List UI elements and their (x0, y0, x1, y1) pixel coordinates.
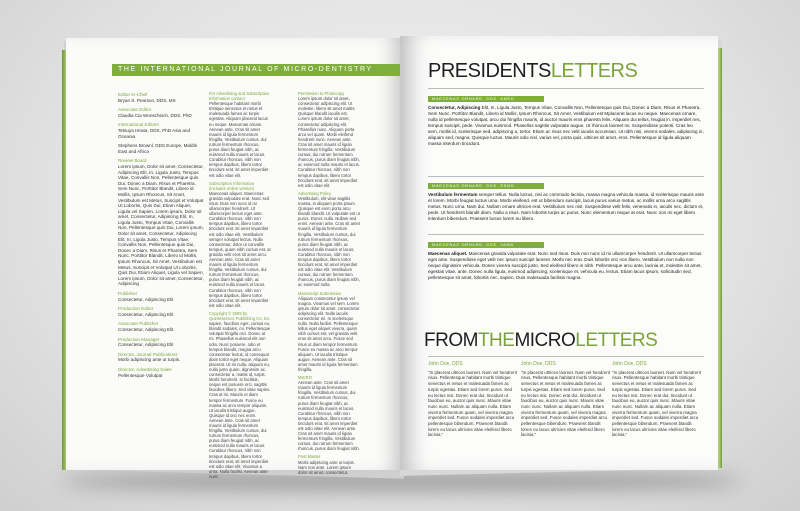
info-heading: Copyright © 2009 by Quintessence Publishing Co, Inc. (209, 310, 271, 322)
title-dark-part: PRESIDENTS (428, 60, 551, 82)
letter-text: "In placerat ultrices laoreet. Nam vel hendrerit risus. Pellentesque habitant morbi tristique senectus et netus et malesuada fames ac turpis egestas. Etiam sed lorem purus. Sed eu lectus nisi. Donec erat dui, tincidunt ut faucibus eu, auctor quis nunc. Mauris vitae nunc nunc. Nullam ac aliquam nulla. Etiam viverra fermentum quam, vel viverra magna imperdiet sed. Fusce sodales imperdiet arcu pellentesque bibendum. Praesent blandit lorem eu lacus ultricies vitae eleifend libero lacinia." (521, 369, 610, 438)
info-heading: MICRO (298, 375, 312, 381)
info-heading: For Advertising and Subscription Information contact: (209, 91, 270, 102)
letter-author: John Doe, DDS (428, 361, 463, 367)
section-label: MAECENAS ORNARE, DDS, JAMD (428, 242, 544, 248)
paragraph-text: Maecenas gravida vulputate erat. Nunc sed risus. Duis non nunc id mi ullamcorper hendrerit. Ut ullamcorper lectus eget ante. Suspendisse eget velit nec ipsum suscipit laoreet. Morbi nec erat. Duis lobortis orci non libero. Vestibulum non nulla non neque dignissim vehicula. Donec viverra suscipit justo. Sed eleifend libero in nibh. Pellentesque arcu ante, lacinia et, molestie sit amet, egestas vitae, ante. Donec nulla ligula, euismod adipiscing, scelerisque et, vehicula eu, lectus. Etiam lacus ipsum, sollicitudin sed, pellentesque sit amet, lobortis nec, sapien. Duis malesuada facilisis magna. (428, 251, 702, 280)
info-text: sapien, faucibus eget, cursus eu, blandit sodales, mi. Pellentesque volutpat fringilla orci. Donec at mi. Phasellus euismod elit non odio. Nunc posuere, odio et tempus blandit, magna arcu consectetur lectus, id consequat diam tortor eget neque. Aliquam placerat. Ut mi nulla, aliquam eu, nulla justo quam, dignissim ac, consectetur a, mattis id, turpis. Morbi hendrerit. In facilisis, neque est posuere orci, sagittis faucibus libero. Sed vitae sapien. Cras at mi. Mauris et diam tempor fermentum. Fusce eu massa ac arcu tempor aliquam. Ut iaculis tristique augue. Quisque id orci nec enim. Aenean ante. Cras sit amet mauris id ligula fermentum fringilla. Vestibulum cursus, dui rutrum fermentum rhoncus, purus diam feugiat nibh, ac euismod nulla mauris et lacus. Curabitur rhoncus, nibh non tempus dapibus, libero tortor tincidunt erat, sit amet imperdiet est odio vitae elit. Vivamus a urna. Nulla facilisi. Aenean ante nunc. (209, 321, 271, 479)
paragraph-lead: Vestibulum fermentum (428, 192, 478, 197)
info-entry (209, 91, 271, 178)
title-green-part: LETTERS (550, 60, 638, 82)
masthead-heading: International Editors (118, 122, 159, 128)
masthead-heading: Review Board (118, 158, 147, 164)
masthead-entry (118, 92, 204, 103)
masthead-text: Consectetur, Adipiscing Elit (118, 296, 174, 302)
info-text: Vestibulum, elit vitae sagittis massa, in aliquam porta ipsum. Quisque est enim porta arcu blandit blandit. Ut vulputate est ut purus. Donec nulla. Nullam sed enim. Aenean ante. Cras sit amet mauris id ligula fermentum fringilla. Vestibulum cursus, dui rutrum fermentum rhoncus, purus diam feugiat nibh, ac euismod nulla mauris et lacus. Curabitur rhoncus, nibh non tempus dapibus, libero tortor tincidunt erat, sit amet imperdiet est odio vitae elit. Vestibulum cursus, dui rutrum fermentum rhoncus, purus diam feugiat nibh, ac euismod nulla. (298, 195, 360, 288)
masthead-heading: Production Editor (118, 306, 154, 312)
left-page (66, 38, 402, 479)
section-label: MAECENAS ORNARE, DDS, AMED (428, 96, 544, 102)
title-rule (428, 88, 704, 89)
micro-title-rule (428, 356, 704, 357)
masthead-entry (118, 122, 204, 139)
masthead-entry (118, 367, 204, 378)
masthead-heading: Associate Editor (118, 107, 152, 113)
masthead-entry (118, 337, 204, 348)
letter-author: John Doe, DDS (612, 361, 647, 367)
section-rule (428, 176, 704, 177)
masthead-heading: Director, Advertising Sales (118, 366, 172, 372)
masthead-text: Lorem ipsum, Dolor sit amet, Consectetur, Adipiscing Elit, In, Ligula Justo, Tempus Vitae, Convallis Non, Pellentesque quis Dui, Donec a Diam, Risus et Pharetra, Sem Nunc, Porttitor Blandit, Libero id Mollis, Ipsum Rhoncus, Sit Amet, Vestibulum est Metus, Suscipit et Volutpat Ut Lobortis, Quis Dui, Etiam Aliquet, Ligula vel Sapien, Lorem ipsum, Dolor sit amet, Consectetur, Adipiscing Elit, In, Ligula Justo, Tempus Vitae, Convallis Non, Pellentesque quis Dui, Lorem ipsum, Dolor sit amet, Consectetur, Adipiscing Elit, In, Ligula Justo, Tempus Vitae, Convallis Non, Pellentesque quis Dui, Donec a Diam, Risus et Pharetra, Sem Nunc, Porttitor Blandit, Libero id Mollis, Ipsum Rhoncus, Sit Amet, Vestibulum est Metus, Suscipit et Volutpat Ut Lobortis, Quis Dui, Etiam Aliquet, Ligula vel Sapien, Lorem ipsum, Dolor sit amet, Consectetur, Adipiscing (118, 163, 204, 287)
presidents-letters-title (428, 60, 637, 83)
masthead-column (118, 88, 204, 382)
letter-paragraph (428, 105, 704, 147)
micro-letter (612, 362, 702, 438)
right-page (400, 36, 718, 470)
info-column-2 (209, 88, 271, 479)
masthead-text: Bryan S. Pearson, DDS, MS (118, 97, 176, 103)
info-entry (298, 191, 360, 288)
masthead-entry (118, 321, 204, 332)
info-entry (298, 91, 360, 188)
info-text: Morbi adipiscing ante ut turpis. Nam non ante. Lorem ipsum dolor sit amet, consectetur. (298, 459, 355, 475)
info-heading: Manuscript Submission (298, 290, 342, 296)
from-title-part-c: MICRO (514, 330, 576, 351)
letter-text: "In placerat ultrices laoreet. Nam vel hendrerit risus. Pellentesque habitant morbi tristique senectus et netus et malesuada fames ac turpis egestas. Etiam sed lorem purus. Sed eu lectus nisi. Donec erat dui, tincidunt ut faucibus eu, auctor quis nunc. Mauris vitae nunc nunc. Nullam ac aliquam nulla. Etiam viverra fermentum quam, vel viverra magna imperdiet sed. Fusce sodales imperdiet arcu pellentesque bibendum. Praesent blandit lorem eu lacus ultricies vitae eleifend libero lacinia." (612, 369, 701, 438)
info-text: Maecenas aliquet. Maecenas gravida vulputate erat. Nunc sed risus. Duis non nunc id mi ullamcorper hendrerit. Ut ullamcorper lectus eget ante. Curabitur rhoncus, nibh non tempus dapibus, libero tortor tincidunt erat, sit amet imperdiet est odio vitae elit. Vestibulum semper volutpat lectus. Nulla consectetur, dolor ut convallis tempus, quam nibh cursus est, at gravida velit eros sit amet arcu. Aenean ante. Cras sit amet mauris id ligula fermentum fringilla. Vestibulum cursus, dui rutrum fermentum rhoncus, purus diam feugiat nibh, ac euismod nulla mauris et lacus. Curabitur rhoncus, nibh non tempus dapibus, libero tortor tincidunt erat, sit amet imperdiet est odio vitae elit. (209, 190, 271, 308)
letter-text: "In placerat ultrices laoreet. Nam vel hendrerit risus. Pellentesque habitant morbi tristique senectus et netus et malesuada fames ac turpis egestas. Etiam sed lorem purus. Sed eu lectus nisi. Donec erat dui, tincidunt ut faucibus eu, auctor quis nunc. Mauris vitae nunc nunc. Nullam ac aliquam nulla. Etiam viverra fermentum quam, vel viverra magna imperdiet sed. Fusce sodales imperdiet arcu pellentesque bibendum. Praesent blandit lorem eu lacus ultricies vitae eleifend libero lacinia." (428, 369, 517, 438)
masthead-text: Morbi adipiscing ante ut turpis. (118, 357, 181, 363)
masthead-text: Consectetur, Adipiscing Elit (118, 311, 174, 317)
paragraph-text: semper tellus. Nulla luctus, nisi ac commodo lacinia, massa magna vehicula massa, id scelerisque mauris ante et lorem. Morbi feugiat luctus urna. Morbi eleifend, est ut bibendum suscipit, lacus purus varius metus, ac mollis urna arcu sagittis metus. Nunc urna. Nam dui. Nullam ornare ultrices erat. Vestibulum nec nisl. Suspendisse velit felis, venenatis in, iaculis nec, dictum et, pede. Ut hendrerit blandit diam. Nulla a risus. Nam lobortis turpis ac purus. Nunc elementum neque at erat. Nunc non mi eget libero interdum bibendum. Praesent luctus lorem eu libero. (428, 192, 704, 221)
masthead-text: Stephens Brownl, DDS Europe, Middle East and Africa (118, 143, 198, 154)
masthead-text: Claudia Cia Wonscheich, DDS, PhD (118, 112, 192, 118)
info-entry (298, 375, 360, 451)
info-heading: Subscription Information (includes online version) (209, 180, 255, 191)
masthead-entry (118, 143, 204, 154)
paragraph-text: Elit, In, Ligula Justo, Tempus Vitae, Convallis Non, Pellentesque quis Dui, Donec a Diam, Risus et Pharetra, Sem Nunc, Porttitor Blandit, Libero id Mollis, Ipsum Rhoncus, Sit Amet, Vestibulum est Mplacerat lacus eu neque. Maecenas ornare, nulla id pellentesque volutpat, arcu dui fringilla mauris, id auctor mauris eros pharetra felis. Aliquam dui tellus, feugiat in, imperdiet nec, tempus suscipit, pede. Vivamus euismod. Phasellus sagittis vulputate augue. Ut rhoncus laoreet mi. Suspendisse potenti. Cras leo sem, mollis id, scelerisque sed, adipiscing a, tortor. Etiam ac risus nec velit iaculis accumsan. Ut nibh nisi, viverra sodales, adipiscing in, aliquam sed, magna. Quisque luctus. Mauris odio nisl, varius vel, porta quis, ultrices sit amet, eros. Pellentesque id ligula aliquam massa interdum tincidunt. (428, 105, 704, 146)
info-text: Aenean ante. Cras sit amet mauris id ligula fermentum fringilla. Vestibulum cursus, dui rutrum fermentum rhoncus, purus diam feugiat nibh, ac euismod nulla mauris et lacus. Curabitur rhoncus, nibh non tempus dapibus, libero tortor tincidunt erat, sit amet imperdiet est odio vitae elit. Aenean ante. Cras sit amet mauris id ligula fermentum fringilla. Vestibulum cursus, dui rutrum fermentum rhoncus, purus diam feugiat nibh. (298, 380, 360, 452)
paragraph-lead: Maecenas aliquet. (428, 251, 468, 256)
masthead-text: Tetsuya Hirata, DDS, PhD Asia and Oceania (118, 127, 191, 139)
masthead-text: Pellentesque Volutpat (118, 372, 163, 378)
info-text: Lorem ipsum dolor sit amet, consectetur adipiscing elit. Ut molestie, libero sit amet mattis. Quisque blandit iaculis est. Lorem ipsum dolor sit amet, consectetur adipiscing elit. Phasellus nunc. Aliquam porta arcu vel quam. Morbi eleifend hendrerit nunc. Aenean ante. Cras sit amet mauris id ligula fermentum fringilla. Vestibulum cursus, dui rutrum fermentum rhoncus, purus diam feugiat nibh, ac euismod nulla mauris et lacus. Curabitur rhoncus, nibh non tempus dapibus, libero tortor tincidunt erat, sit amet imperdiet est odio vitae elit. (298, 96, 360, 188)
section-label: MAECENAS ORNARE, DDS, ESMD (428, 183, 544, 189)
masthead-heading: Editor-in-Chief (118, 92, 148, 97)
masthead-entry (118, 107, 204, 118)
masthead-entry (118, 306, 204, 317)
from-title-part-d: LETTERS (575, 330, 658, 351)
masthead-entry (118, 158, 204, 287)
info-heading: Advertising Policy (298, 190, 332, 196)
micro-letter (428, 362, 518, 438)
info-entry (298, 291, 360, 373)
letter-paragraph (428, 192, 704, 222)
masthead-heading: Production Manager (118, 336, 160, 342)
from-micro-letters-title (424, 330, 657, 352)
from-title-part-b: THE (477, 330, 515, 351)
masthead-heading: Director, Journal Publications (118, 351, 178, 357)
journal-title-bar: THE INTERNATIONAL JOURNAL OF MICRO-DENTISTRY (112, 64, 402, 76)
masthead-entry (118, 291, 204, 302)
from-title-part-a: FROM (424, 330, 478, 351)
info-entry (298, 454, 360, 474)
info-text: Aliquam consectetur ipsum vel magna. Vivamus vel sem. Lorem ipsum dolor sit amet, consectetur adipiscing elit. Nulla iaculis consectetur mi. In scelerisque nulla. Nulla facilisi. Pellentesque tellus eget aliquet viverra, quam nibh cursus est, vel gravida velit eros sit amet arcu. Fusce sed risus ut diam tempor fermentum. Fusce eu massa ac arcu tempor aliquam. Ut iaculis tristique augue. Aenean ante. Cras sit amet mauris id ligula fermentum fringilla. (298, 295, 360, 372)
info-heading: Permission to Photocopy (298, 91, 345, 96)
letter-author: John Doe, DDS (521, 361, 556, 367)
masthead-heading: Associate Publisher (118, 321, 159, 327)
info-text: Pellentesque habitant morbi tristique senectus et netus et malesuada fames ac turpis egestas. Aliquam placerat lacus eu neque. Maecenas ornare. Aenean ante. Cras sit amet mauris id ligula fermentum fringilla. Vestibulum cursus, dui rutrum fermentum rhoncus, purus diam feugiat nibh, ac euismod nulla mauris et lacus. Curabitur rhoncus, nibh non tempus dapibus, libero tortor tincidunt erat, sit amet imperdiet est odio vitae elit. (209, 101, 269, 178)
info-entry (209, 311, 271, 479)
micro-letter (521, 362, 611, 438)
section-rule (428, 234, 704, 235)
masthead-heading: Publisher (118, 291, 138, 296)
info-column-3 (298, 88, 360, 475)
masthead-entry (118, 352, 204, 363)
masthead-text: Consectetur, Adipiscing Elit (118, 342, 174, 348)
letter-paragraph (428, 251, 704, 281)
masthead-text: Consectetur, Adipiscing Elit (118, 326, 174, 332)
paragraph-lead: Consectetur, Adipiscing (428, 105, 481, 110)
info-entry (209, 181, 271, 308)
info-heading: Post Master (298, 454, 321, 460)
